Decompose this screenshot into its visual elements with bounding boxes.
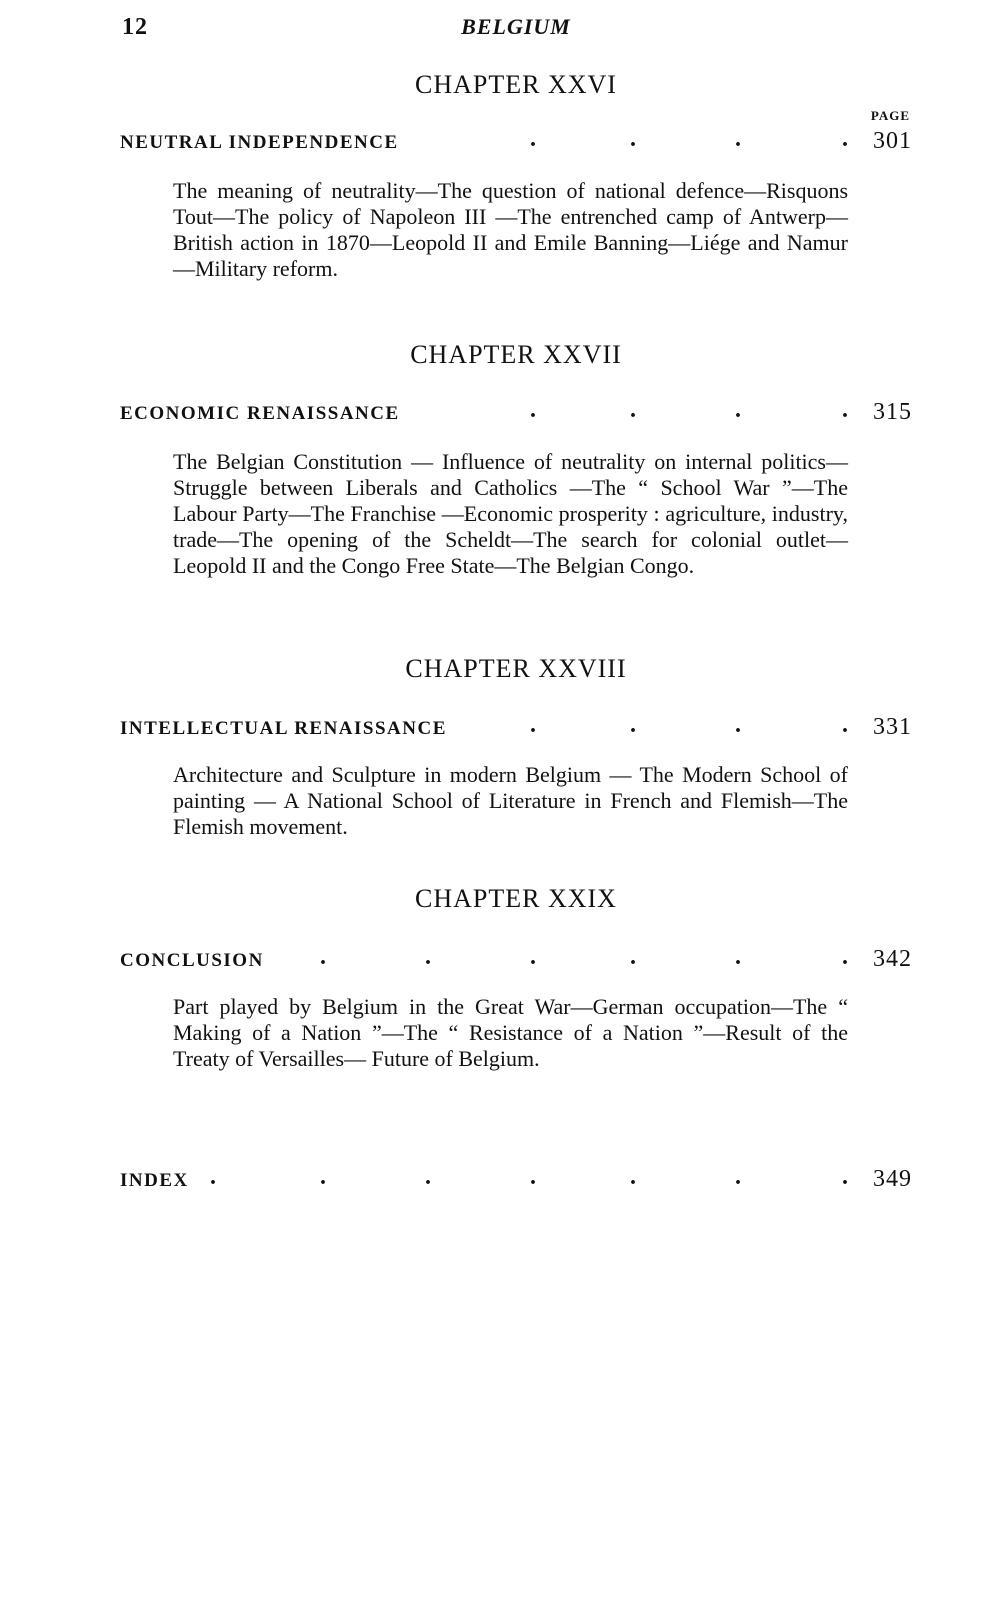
- page-number: 12: [122, 14, 148, 40]
- leader-dot: .: [735, 712, 741, 738]
- entry-page: 315: [873, 399, 912, 425]
- leader-dot: .: [735, 397, 741, 423]
- entry-page: 301: [873, 128, 912, 154]
- leader-dot: .: [210, 1164, 216, 1190]
- chapter-heading: CHAPTER XXIX: [415, 884, 617, 913]
- leader-dot: .: [842, 397, 848, 423]
- leader-dot: .: [530, 944, 536, 970]
- leader-dot: .: [630, 1164, 636, 1190]
- entry-title: INDEX: [120, 1170, 189, 1191]
- leader-dot: .: [320, 1164, 326, 1190]
- leader-dot: .: [630, 397, 636, 423]
- page-column-label: PAGE: [870, 108, 910, 123]
- entry-page: 349: [873, 1166, 912, 1192]
- leader-dot: .: [842, 944, 848, 970]
- entry-title: ECONOMIC RENAISSANCE: [120, 403, 400, 424]
- running-head: BELGIUM: [461, 14, 571, 39]
- leader-dot: .: [842, 1164, 848, 1190]
- entry-page: 342: [873, 946, 912, 972]
- chapter-summary: Part played by Belgium in the Great War—German occupation—The “ Making of a Nation ”—The “ Resistance of a Nation ”—Result of the Treaty of Versailles— Future of Belgium.: [173, 994, 848, 1071]
- chapter-summary: The meaning of neutrality—The question of national defence—Risquons Tout—The policy of Napoleon III —The entrenched camp of Antwerp—British action in 1870—Leopold II and Emile Banning—Liége and Namur —Military reform.: [173, 178, 848, 281]
- toc-entry[interactable]: [120, 1166, 912, 1196]
- leader-dot: .: [425, 1164, 431, 1190]
- chapter-heading: CHAPTER XXVI: [415, 70, 617, 99]
- leader-dot: .: [630, 712, 636, 738]
- leader-dot: .: [630, 944, 636, 970]
- leader-dot: .: [530, 712, 536, 738]
- leader-dot: .: [735, 944, 741, 970]
- toc-entry[interactable]: [120, 946, 912, 976]
- leader-dot: .: [735, 126, 741, 152]
- chapter-heading: CHAPTER XXVII: [410, 340, 622, 369]
- chapter-heading: CHAPTER XXVIII: [405, 654, 627, 683]
- leader-dot: .: [735, 1164, 741, 1190]
- entry-title: CONCLUSION: [120, 950, 264, 971]
- entry-page: 331: [873, 714, 912, 740]
- leader-dot: .: [320, 944, 326, 970]
- entry-title: INTELLECTUAL RENAISSANCE: [120, 718, 447, 739]
- chapter-summary: Architecture and Sculpture in modern Belgium — The Modern School of painting — A National School of Literature in French and Flemish—The Flemish movement.: [173, 762, 848, 839]
- leader-dot: .: [630, 126, 636, 152]
- toc-entry[interactable]: [120, 128, 912, 158]
- leader-dot: .: [842, 712, 848, 738]
- leader-dot: .: [530, 126, 536, 152]
- leader-dot: .: [530, 397, 536, 423]
- toc-entry[interactable]: [120, 714, 912, 744]
- toc-entry[interactable]: [120, 399, 912, 429]
- leader-dot: .: [425, 944, 431, 970]
- entry-title: NEUTRAL INDEPENDENCE: [120, 132, 399, 153]
- chapter-summary: The Belgian Constitution — Influence of neutrality on internal politics—Struggle between Liberals and Catholics —The “ School War ”—The Labour Party—The Franchise —Economic prosperity : agriculture, industry, trade—The opening of the Scheldt—The search for colonial outlet— Leopold II and the Congo Free State—The Belgian Congo.: [173, 449, 848, 578]
- leader-dot: .: [842, 126, 848, 152]
- leader-dot: .: [530, 1164, 536, 1190]
